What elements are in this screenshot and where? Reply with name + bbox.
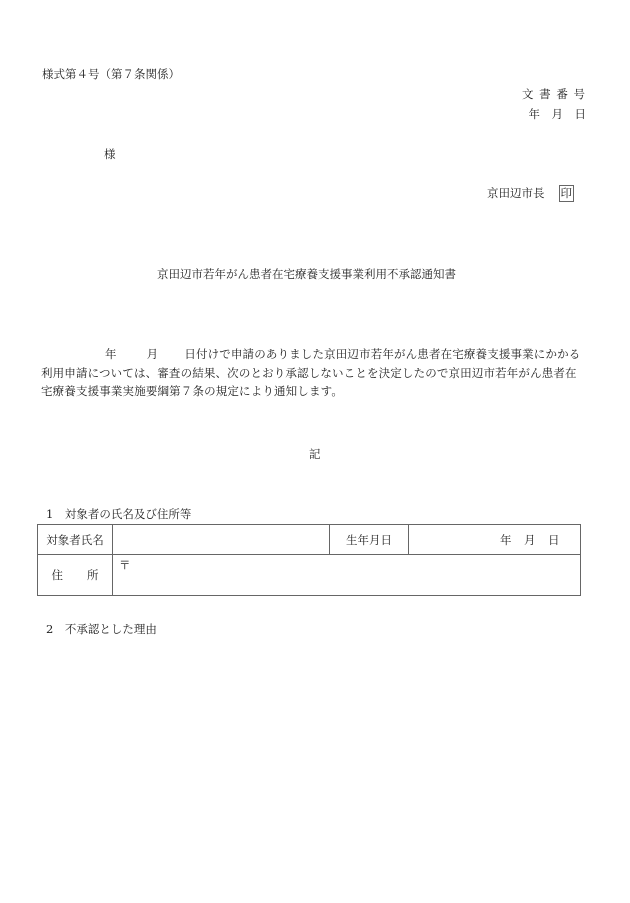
postal-mark: 〒 <box>119 558 131 572</box>
address-label <box>38 555 113 596</box>
issuer-name: 京田辺市長 <box>487 186 545 200</box>
address-row <box>38 555 581 596</box>
body-month: 月 <box>146 347 159 361</box>
dob-field[interactable]: 年 月 日 <box>409 525 581 555</box>
section2-heading: 2 不承認とした理由 <box>46 622 157 636</box>
document-number-label: 文 書 番 号 <box>522 87 586 101</box>
body-text: 日付けで申請のありました京田辺市若年がん患者在宅療養支援事業にかかる利用申請については、審査の結果、次のとおり承認しないことを決定したので京田辺市若年がん患者在宅療養支援事業実施要綱第７条の規定により通知します。 <box>41 347 581 398</box>
issue-date-label: 年 月 日 <box>528 107 586 121</box>
name-label: 対象者氏名 <box>38 525 113 555</box>
issuer-block <box>487 185 574 202</box>
ki-heading: 記 <box>309 447 321 461</box>
body-year: 年 <box>105 347 117 361</box>
address-label-part1: 住 <box>51 568 63 582</box>
address-label-part2: 所 <box>87 568 99 582</box>
section1-heading: 1 対象者の氏名及び住所等 <box>46 507 192 521</box>
name-row <box>38 525 581 555</box>
name-field[interactable] <box>113 525 330 555</box>
form-number: 様式第４号（第７条関係） <box>42 67 180 81</box>
document-title: 京田辺市若年がん患者在宅療養支援事業利用不承認通知書 <box>157 267 456 281</box>
address-field[interactable] <box>113 555 581 596</box>
subject-info-table <box>37 524 581 596</box>
addressee-suffix: 様 <box>104 147 116 161</box>
body-paragraph <box>41 345 587 401</box>
dob-label: 生年月日 <box>330 525 409 555</box>
seal-mark: 印 <box>560 186 572 200</box>
